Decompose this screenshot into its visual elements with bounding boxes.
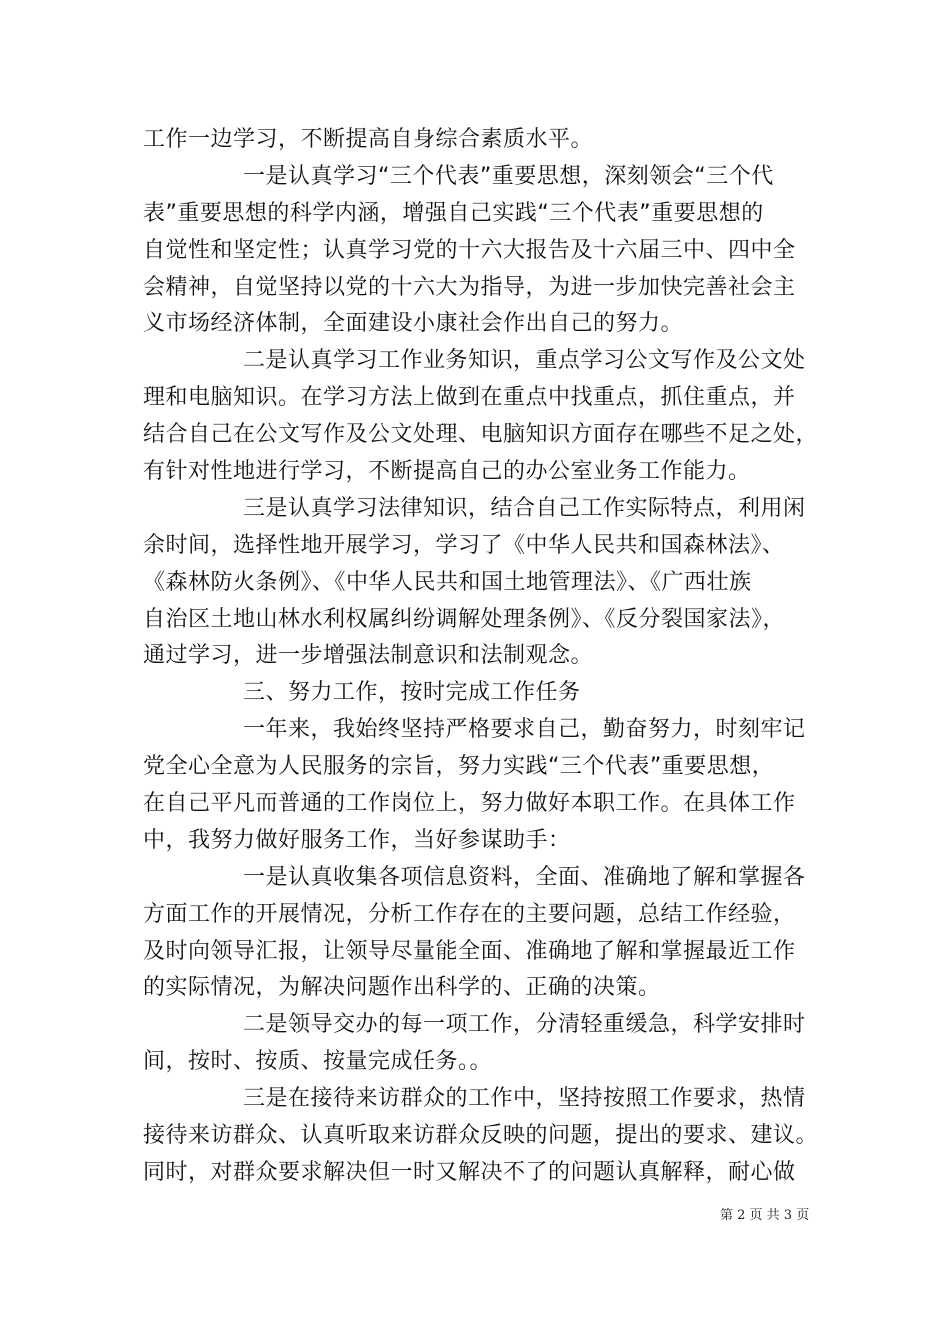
text-line: 通过学习，进一步增强法制意识和法制观念。: [143, 643, 594, 669]
text-line: 自治区土地山林水利权属纠纷调解处理条例》、《反分裂国家法》，: [143, 606, 786, 632]
text-line: 一是认真收集各项信息资料，全面、准确地了解和掌握各: [243, 864, 806, 890]
text-line: 理和电脑知识。在学习方法上做到在重点中找重点，抓住重点，并: [143, 385, 796, 411]
page-number-footer: 第 2 页 共 3 页: [720, 1208, 810, 1223]
text-line: 方面工作的开展情况，分析工作存在的主要问题，总结工作经验，: [143, 901, 796, 927]
text-line: 间，按时、按质、按量完成任务。。: [143, 1049, 493, 1075]
text-line: 三是认真学习法律知识，结合自己工作实际特点，利用闲: [243, 495, 806, 521]
text-line: 三是在接待来访群众的工作中，坚持按照工作要求，热情: [243, 1086, 806, 1112]
text-line: 一年来，我始终坚持严格要求自己，勤奋努力，时刻牢记: [243, 717, 806, 743]
text-line: 会精神，自觉坚持以党的十六大为指导，为进一步加快完善社会主: [143, 274, 796, 300]
text-line: 义市场经济体制，全面建设小康社会作出自己的努力。: [143, 311, 684, 337]
text-line: 同时，对群众要求解决但一时又解决不了的问题认真解释，耐心做: [143, 1159, 796, 1185]
text-line: 党全心全意为人民服务的宗旨，努力实践“三个代表”重要思想，: [143, 754, 775, 780]
text-line: 二是领导交办的每一项工作，分清轻重缓急，科学安排时: [243, 1012, 806, 1038]
text-line: 结合自己在公文写作及公文处理、电脑知识方面存在哪些不足之处，: [143, 422, 819, 448]
text-line: 二是认真学习工作业务知识，重点学习公文写作及公文处: [243, 348, 806, 374]
text-line: 接待来访群众、认真听取来访群众反映的问题，提出的要求、建议。: [143, 1123, 819, 1149]
text-line: 一是认真学习“三个代表”重要思想，深刻领会“三个代: [243, 163, 774, 189]
text-line: 有针对性地进行学习，不断提高自己的办公室业务工作能力。: [143, 459, 751, 485]
text-line: 工作一边学习，不断提高自身综合素质水平。: [143, 127, 594, 152]
text-line: 表”重要思想的科学内涵，增强自己实践“三个代表”重要思想的: [143, 200, 764, 226]
text-line: 在自己平凡而普通的工作岗位上，努力做好本职工作。在具体工作: [143, 791, 796, 817]
text-line: 中，我努力做好服务工作，当好参谋助手：: [143, 827, 571, 853]
text-line: 自觉性和坚定性；认真学习党的十六大报告及十六届三中、四中全: [143, 237, 796, 263]
text-line: 的实际情况，为解决问题作出科学的、正确的决策。: [143, 975, 661, 1001]
document-body: [143, 122, 833, 1192]
text-line: 及时向领导汇报，让领导尽量能全面、准确地了解和掌握最近工作: [143, 938, 796, 964]
text-line: 三、努力工作，按时完成工作任务: [243, 680, 581, 706]
text-line: 《森林防火条例》、《中华人民共和国土地管理法》、《广西壮族: [143, 569, 752, 595]
text-line: 余时间，选择性地开展学习，学习了《中华人民共和国森林法》、: [143, 532, 785, 558]
